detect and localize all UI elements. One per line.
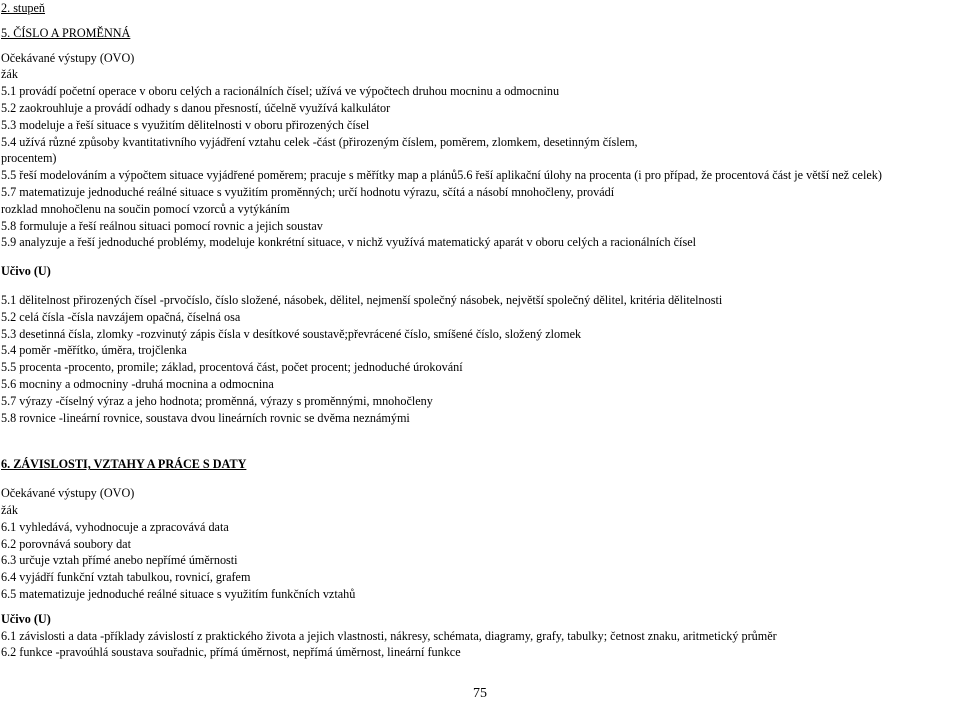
spacer — [1, 42, 956, 50]
list-item: 6.5 matematizuje jednoduché reálné situace s využitím funkčních vztahů — [1, 586, 356, 601]
list-item: 5.5 řeší modelováním a výpočtem situace vyjádřené poměrem; pracuje s měřítky map a plánů5.6 řeší aplikační úlohy na procenta (i pro případ, že procentová část je větší než celek) — [1, 168, 882, 183]
document-page — [1, 0, 956, 661]
section5-title: 5. ČÍSLO A PROMĚNNÁ — [1, 25, 131, 40]
section6-outcomes-label: Očekávané výstupy (OVO) — [1, 486, 135, 501]
list-item: 6.4 vyjádří funkční vztah tabulkou, rovnicí, grafem — [1, 570, 251, 585]
list-item: 5.4 užívá různé způsoby kvantitativního vyjádření vztahu celek -část (přirozeným číslem, poměrem, zlomkem, desetinným číslem, — [1, 134, 638, 149]
spacer — [1, 251, 956, 263]
list-item: 6.1 vyhledává, vyhodnocuje a zpracovává data — [1, 519, 229, 534]
list-item: 5.2 celá čísla -čísla navzájem opačná, číselná osa — [1, 309, 241, 324]
section6-outcomes-list — [1, 519, 956, 603]
list-item: 5.5 procenta -procento, promile; základ, procentová část, počet procent; jednoduché úrokování — [1, 360, 463, 375]
list-item: 5.7 výrazy -číselný výraz a jeho hodnota; proměnná, výrazy s proměnnými, mnohočleny — [1, 393, 433, 408]
spacer — [1, 603, 956, 611]
list-item: 5.4 poměr -měřítko, úměra, trojčlenka — [1, 343, 187, 358]
list-item: 5.3 modeluje a řeší situace s využitím dělitelnosti v oboru přirozených čísel — [1, 117, 370, 132]
list-item: 6.3 určuje vztah přímé anebo nepřímé úměrnosti — [1, 553, 238, 568]
spacer — [1, 426, 956, 456]
section5-student-label: žák — [1, 67, 18, 82]
list-item: 5.2 zaokrouhluje a provádí odhady s danou přesností, účelně využívá kalkulátor — [1, 100, 391, 115]
section5-curriculum-label: Učivo (U) — [1, 264, 51, 279]
list-item: 5.1 provádí početní operace v oboru celých a racionálních čísel; užívá ve výpočtech druhou mocninu a odmocninu — [1, 84, 560, 99]
list-item: 6.2 porovnává soubory dat — [1, 536, 131, 551]
section5-outcomes-list — [1, 83, 956, 251]
grade-heading: 2. stupeň — [1, 1, 46, 15]
list-item: 5.6 mocniny a odmocniny -druhá mocnina a odmocnina — [1, 376, 274, 391]
list-item: 6.2 funkce -pravoúhlá soustava souřadnic, přímá úměrnost, nepřímá úměrnost, lineární funkce — [1, 645, 461, 660]
list-item: 5.1 dělitelnost přirozených čísel -prvočíslo, číslo složené, násobek, dělitel, nejmenší společný násobek, největší společný dělitel, kritéria dělitelnosti — [1, 292, 723, 307]
section6-student-label: žák — [1, 502, 18, 517]
section5-curriculum-list — [1, 292, 956, 426]
spacer — [1, 473, 956, 485]
list-item: 5.3 desetinná čísla, zlomky -rozvinutý zápis čísla v desítkové soustavě;převrácené číslo, smíšené číslo, složený zlomek — [1, 326, 582, 341]
list-item: 6.1 závislosti a data -příklady závislostí z praktického života a jejich vlastnosti, nákresy, schémata, diagramy, grafy, tabulky; četnost znaku, aritmetický průměr — [1, 628, 777, 643]
list-item: 5.8 formuluje a řeší reálnou situaci pomocí rovnic a jejich soustav — [1, 218, 323, 233]
section5-outcomes-label: Očekávané výstupy (OVO) — [1, 50, 135, 65]
section6-title: 6. ZÁVISLOSTI, VZTAHY A PRÁCE S DATY — [1, 457, 247, 472]
section6-curriculum-label: Učivo (U) — [1, 611, 51, 626]
list-item: 5.8 rovnice -lineární rovnice, soustava dvou lineárních rovnic se dvěma neznámými — [1, 410, 410, 425]
list-item: 5.7 matematizuje jednoduché reálné situace s využitím proměnných; určí hodnotu výrazu, sčítá a násobí mnohočleny, provádí — [1, 184, 615, 199]
spacer — [1, 280, 956, 292]
page-number: 75 — [473, 686, 487, 701]
section6-curriculum-list — [1, 628, 956, 662]
list-item: procentem) — [1, 151, 57, 166]
spacer — [1, 17, 956, 25]
list-item: 5.9 analyzuje a řeší jednoduché problémy, modeluje konkrétní situace, v nichž využívá matematický aparát v oboru celých a racionálních čísel — [1, 235, 696, 250]
list-item: rozklad mnohočlenu na součin pomocí vzorců a vytýkáním — [1, 201, 290, 216]
